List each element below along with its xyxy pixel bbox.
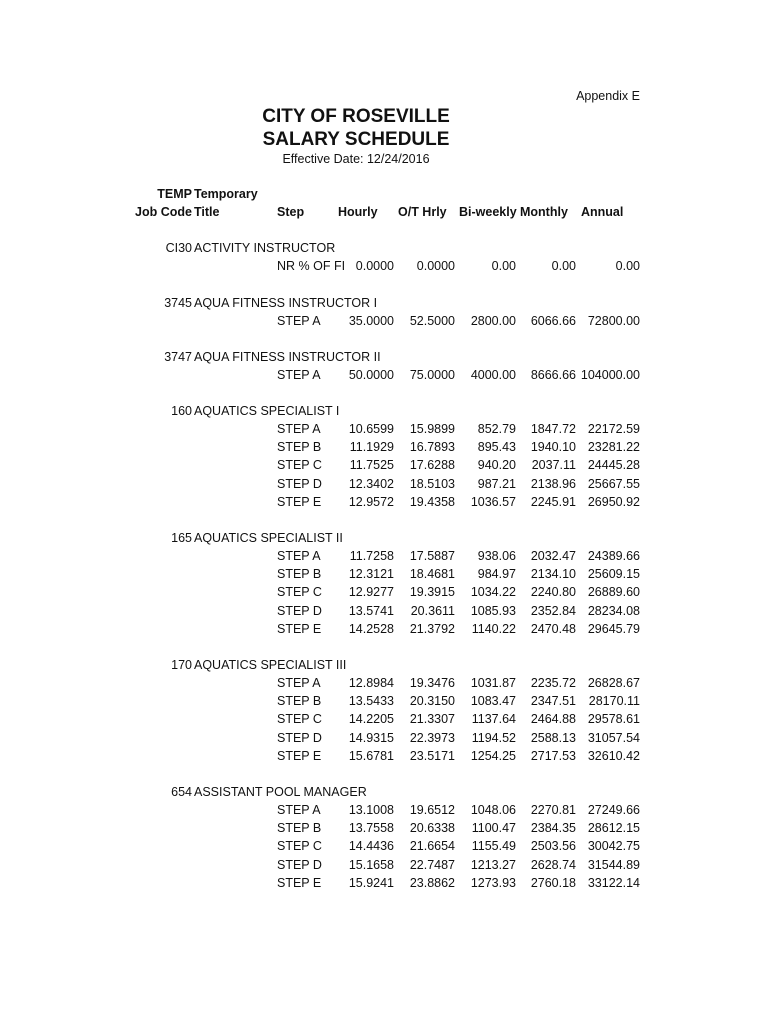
column-header-step: Step — [277, 205, 305, 219]
ot-hourly-cell: 19.3476 — [409, 676, 455, 690]
ot-hourly-cell: 22.7487 — [409, 857, 455, 872]
annual-cell: 22172.59 — [587, 422, 640, 436]
column-header-title: Title — [194, 205, 220, 219]
column-header-hourly: Hourly — [338, 205, 378, 219]
ot-hourly-cell: 15.9899 — [409, 422, 455, 436]
biweekly-cell: 1036.57 — [470, 494, 516, 509]
ot-hourly-cell: 21.3792 — [409, 621, 455, 636]
biweekly-cell: 2800.00 — [470, 314, 516, 328]
annual-cell: 26889.60 — [587, 585, 640, 600]
step-label: STEP D — [277, 476, 322, 491]
hourly-cell: 14.2528 — [348, 621, 394, 636]
ot-hourly-cell: 20.6338 — [409, 821, 455, 836]
step-label: STEP E — [277, 494, 322, 509]
hourly-cell: 15.9241 — [348, 875, 394, 890]
job-code: 170 — [171, 658, 192, 672]
annual-cell: 31057.54 — [587, 730, 640, 745]
step-label: STEP A — [277, 368, 321, 382]
monthly-cell: 2235.72 — [530, 676, 576, 690]
hourly-cell: 13.5741 — [348, 603, 394, 618]
biweekly-cell: 1213.27 — [470, 857, 516, 872]
annual-cell: 26950.92 — [587, 494, 640, 509]
hourly-cell: 13.1008 — [348, 803, 394, 817]
hourly-cell: 50.0000 — [348, 368, 394, 382]
hourly-cell: 12.9572 — [348, 494, 394, 509]
biweekly-cell: 1137.64 — [471, 712, 516, 727]
monthly-cell: 1940.10 — [530, 440, 576, 455]
ot-hourly-cell: 23.5171 — [409, 748, 455, 763]
step-label: STEP A — [277, 314, 321, 328]
step-label: STEP A — [277, 549, 321, 563]
ot-hourly-cell: 22.3973 — [409, 730, 455, 745]
annual-cell: 28612.15 — [587, 821, 640, 836]
monthly-cell: 8666.66 — [530, 368, 576, 382]
biweekly-cell: 895.43 — [477, 440, 516, 455]
ot-hourly-cell: 52.5000 — [409, 314, 455, 328]
monthly-cell: 2628.74 — [530, 857, 576, 872]
annual-cell: 25667.55 — [587, 476, 640, 491]
hourly-cell: 12.9277 — [348, 585, 394, 600]
monthly-cell: 2760.18 — [530, 875, 576, 890]
monthly-cell: 2032.47 — [530, 549, 576, 563]
hourly-cell: 15.6781 — [348, 748, 394, 763]
job-title: ACTIVITY INSTRUCTOR — [194, 241, 336, 255]
document-title: CITY OF ROSEVILLE — [262, 106, 450, 127]
monthly-cell: 6066.66 — [530, 314, 576, 328]
step-label: STEP D — [277, 857, 322, 872]
biweekly-cell: 1140.22 — [471, 621, 516, 636]
job-code: 165 — [171, 531, 192, 545]
step-label: STEP A — [277, 803, 321, 817]
monthly-cell: 2245.91 — [530, 494, 576, 509]
monthly-cell: 1847.72 — [530, 422, 576, 436]
step-label: STEP A — [277, 422, 321, 436]
hourly-cell: 11.7258 — [349, 549, 394, 563]
biweekly-cell: 1085.93 — [470, 603, 516, 618]
step-label: STEP C — [277, 458, 322, 473]
biweekly-cell: 940.20 — [477, 458, 516, 473]
ot-hourly-cell: 17.6288 — [409, 458, 455, 473]
annual-cell: 0.00 — [615, 259, 640, 273]
job-code: CI30 — [165, 241, 192, 255]
hourly-cell: 12.8984 — [348, 676, 394, 690]
column-header-group-name: Temporary — [194, 187, 258, 201]
step-label: STEP B — [277, 567, 322, 582]
biweekly-cell: 938.06 — [477, 549, 516, 563]
hourly-cell: 14.4436 — [348, 839, 394, 854]
ot-hourly-cell: 20.3611 — [410, 603, 455, 618]
step-label: STEP D — [277, 730, 322, 745]
biweekly-cell: 1155.49 — [471, 839, 516, 854]
job-title: AQUATICS SPECIALIST I — [194, 404, 340, 418]
hourly-cell: 35.0000 — [348, 314, 394, 328]
hourly-cell: 14.2205 — [348, 712, 394, 727]
column-header-biweekly: Bi-weekly — [459, 205, 517, 219]
ot-hourly-cell: 75.0000 — [409, 368, 455, 382]
hourly-cell: 11.1929 — [349, 440, 394, 455]
step-label: STEP D — [277, 603, 322, 618]
monthly-cell: 2588.13 — [530, 730, 576, 745]
biweekly-cell: 852.79 — [477, 422, 516, 436]
annual-cell: 29578.61 — [587, 712, 640, 727]
step-label: NR % OF FI — [277, 259, 346, 273]
ot-hourly-cell: 0.0000 — [416, 259, 455, 273]
ot-hourly-cell: 20.3150 — [409, 694, 455, 709]
annual-cell: 32610.42 — [587, 748, 640, 763]
monthly-cell: 0.00 — [551, 259, 576, 273]
job-title: AQUA FITNESS INSTRUCTOR II — [194, 350, 381, 364]
biweekly-cell: 1031.87 — [470, 676, 516, 690]
column-header-monthly: Monthly — [520, 205, 568, 219]
column-header-ot-hourly: O/T Hrly — [398, 205, 447, 219]
biweekly-cell: 1194.52 — [471, 730, 516, 745]
biweekly-cell: 984.97 — [477, 567, 516, 582]
step-label: STEP E — [277, 748, 322, 763]
hourly-cell: 13.5433 — [348, 694, 394, 709]
monthly-cell: 2240.80 — [530, 585, 576, 600]
ot-hourly-cell: 19.3915 — [409, 585, 455, 600]
monthly-cell: 2347.51 — [530, 694, 576, 709]
biweekly-cell: 4000.00 — [470, 368, 516, 382]
ot-hourly-cell: 23.8862 — [409, 875, 455, 890]
hourly-cell: 14.9315 — [348, 730, 394, 745]
biweekly-cell: 1083.47 — [470, 694, 516, 709]
monthly-cell: 2037.11 — [531, 458, 576, 473]
effective-date: Effective Date: 12/24/2016 — [282, 152, 430, 166]
annual-cell: 26828.67 — [587, 676, 640, 690]
annual-cell: 104000.00 — [580, 368, 640, 382]
step-label: STEP B — [277, 821, 322, 836]
job-title: AQUATICS SPECIALIST II — [194, 531, 343, 545]
biweekly-cell: 1273.93 — [470, 875, 516, 890]
step-label: STEP C — [277, 585, 322, 600]
monthly-cell: 2134.10 — [530, 567, 576, 582]
job-title: AQUATICS SPECIALIST III — [194, 658, 347, 672]
annual-cell: 72800.00 — [587, 314, 640, 328]
appendix-label: Appendix E — [576, 89, 640, 103]
ot-hourly-cell: 16.7893 — [409, 440, 455, 455]
monthly-cell: 2464.88 — [530, 712, 576, 727]
hourly-cell: 10.6599 — [348, 422, 394, 436]
job-code: 3747 — [164, 350, 192, 364]
job-code: 654 — [171, 785, 192, 799]
ot-hourly-cell: 18.4681 — [409, 567, 455, 582]
annual-cell: 24445.28 — [587, 458, 640, 473]
annual-cell: 31544.89 — [587, 857, 640, 872]
biweekly-cell: 987.21 — [477, 476, 516, 491]
monthly-cell: 2717.53 — [530, 748, 576, 763]
ot-hourly-cell: 21.3307 — [409, 712, 455, 727]
hourly-cell: 15.1658 — [348, 857, 394, 872]
biweekly-cell: 1254.25 — [470, 748, 516, 763]
monthly-cell: 2138.96 — [530, 476, 576, 491]
step-label: STEP B — [277, 440, 322, 455]
biweekly-cell: 0.00 — [491, 259, 516, 273]
ot-hourly-cell: 19.6512 — [409, 803, 455, 817]
hourly-cell: 12.3402 — [348, 476, 394, 491]
annual-cell: 28170.11 — [588, 694, 640, 709]
step-label: STEP C — [277, 712, 322, 727]
annual-cell: 25609.15 — [587, 567, 640, 582]
column-header-job-code: Job Code — [135, 205, 192, 219]
ot-hourly-cell: 17.5887 — [409, 549, 455, 563]
job-code: 160 — [171, 404, 192, 418]
step-label: STEP E — [277, 875, 322, 890]
document-subtitle: SALARY SCHEDULE — [262, 129, 450, 150]
biweekly-cell: 1048.06 — [470, 803, 516, 817]
step-label: STEP B — [277, 694, 322, 709]
step-label: STEP A — [277, 676, 321, 690]
monthly-cell: 2352.84 — [530, 603, 576, 618]
step-label: STEP C — [277, 839, 322, 854]
hourly-cell: 13.7558 — [348, 821, 394, 836]
column-header-group-code: TEMP — [157, 187, 192, 201]
monthly-cell: 2470.48 — [530, 621, 576, 636]
job-title: ASSISTANT POOL MANAGER — [194, 785, 367, 799]
column-header-annual: Annual — [581, 205, 624, 219]
job-code: 3745 — [164, 296, 192, 310]
hourly-cell: 11.7525 — [349, 458, 394, 473]
annual-cell: 23281.22 — [587, 440, 640, 455]
hourly-cell: 12.3121 — [348, 567, 394, 582]
biweekly-cell: 1034.22 — [470, 585, 516, 600]
ot-hourly-cell: 19.4358 — [409, 494, 455, 509]
monthly-cell: 2270.81 — [530, 803, 576, 817]
annual-cell: 29645.79 — [587, 621, 640, 636]
job-title: AQUA FITNESS INSTRUCTOR I — [194, 296, 378, 310]
annual-cell: 30042.75 — [587, 839, 640, 854]
annual-cell: 24389.66 — [587, 549, 640, 563]
annual-cell: 27249.66 — [587, 803, 640, 817]
monthly-cell: 2384.35 — [530, 821, 576, 836]
ot-hourly-cell: 21.6654 — [409, 839, 455, 854]
monthly-cell: 2503.56 — [530, 839, 576, 854]
step-label: STEP E — [277, 621, 322, 636]
biweekly-cell: 1100.47 — [471, 821, 516, 836]
hourly-cell: 0.0000 — [355, 259, 394, 273]
annual-cell: 28234.08 — [587, 603, 640, 618]
ot-hourly-cell: 18.5103 — [409, 476, 455, 491]
annual-cell: 33122.14 — [587, 875, 640, 890]
